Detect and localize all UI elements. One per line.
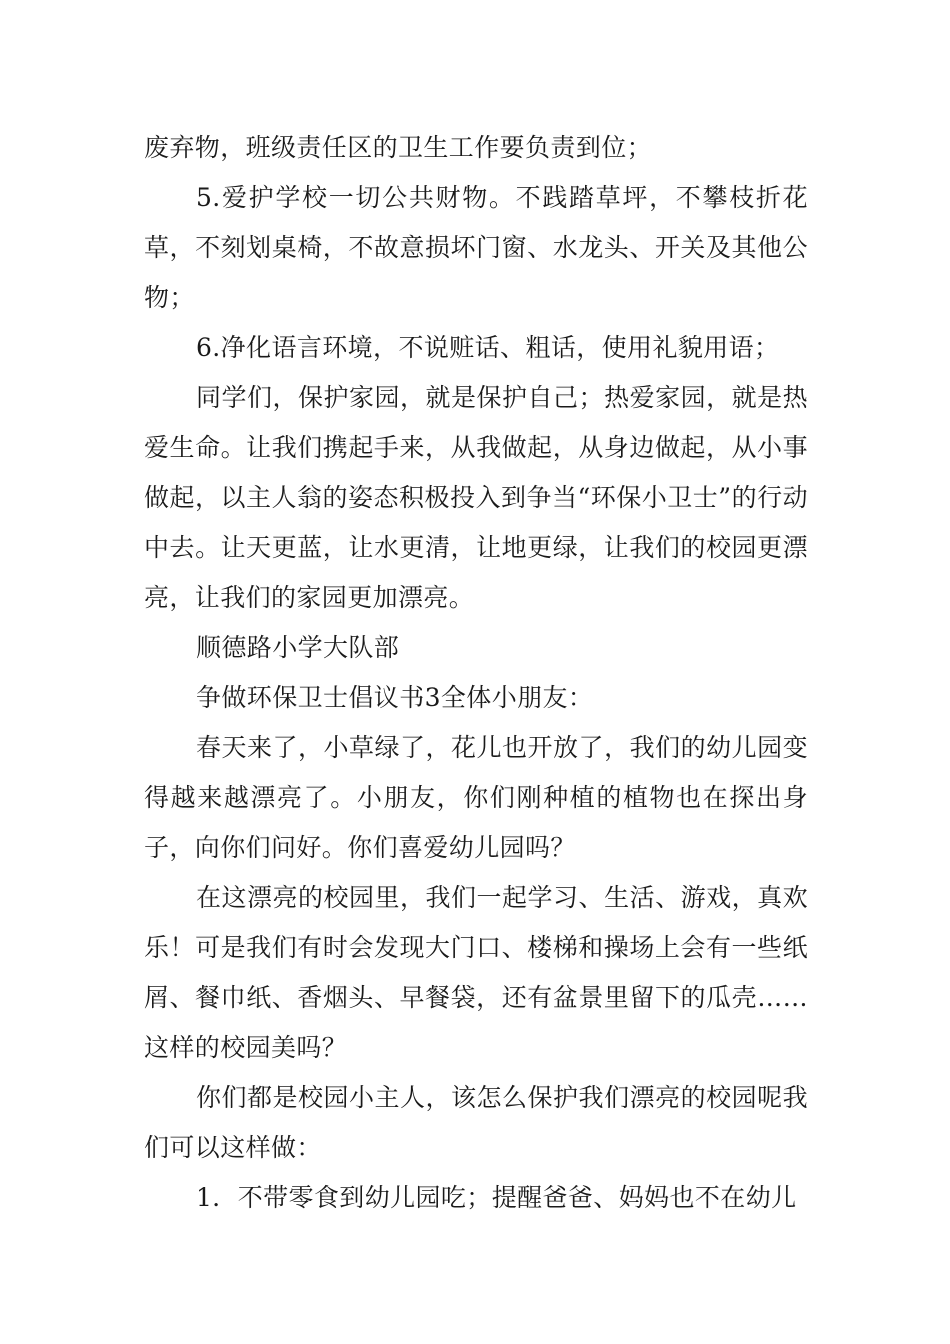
paragraph-item-6: 6.净化语言环境，不说赃话、粗话，使用礼貌用语；	[196, 333, 780, 362]
paragraph-signature: 顺德路小学大队部	[196, 633, 400, 662]
paragraph-item-1: 1．不带零食到幼儿园吃；提醒爸爸、妈妈也不在幼儿	[196, 1183, 797, 1212]
paragraph-appeal: 同学们，保护家园，就是保护自己；热爱家园，就是热爱生命。让我们携起手来，从我做起，从身边做起，从小事做起，以主人翁的姿态积极投入到争当“环保小卫士”的行动中去。让天更蓝，让水更清，让地更绿，让我们的校园更漂亮，让我们的家园更加漂亮。	[144, 383, 808, 612]
document-body	[144, 123, 808, 1223]
paragraph-question: 你们都是校园小主人，该怎么保护我们漂亮的校园呢我们可以这样做：	[144, 1083, 808, 1162]
paragraph-campus: 在这漂亮的校园里，我们一起学习、生活、游戏，真欢乐！可是我们有时会发现大门口、楼梯和操场上会有一些纸屑、餐巾纸、香烟头、早餐袋，还有盆景里留下的瓜壳……这样的校园美吗？	[144, 883, 808, 1062]
paragraph-continuation: 废弃物，班级责任区的卫生工作要负责到位；	[144, 133, 653, 162]
paragraph-spring: 春天来了，小草绿了，花儿也开放了，我们的幼儿园变得越来越漂亮了。小朋友，你们刚种植的植物也在探出身子，向你们问好。你们喜爱幼儿园吗？	[144, 733, 808, 862]
paragraph-item-5: 5.爱护学校一切公共财物。不践踏草坪，不攀枝折花草，不刻划桌椅，不故意损坏门窗、水龙头、开关及其他公物；	[144, 183, 808, 312]
paragraph-heading-proposal-3: 争做环保卫士倡议书3全体小朋友：	[196, 683, 594, 712]
